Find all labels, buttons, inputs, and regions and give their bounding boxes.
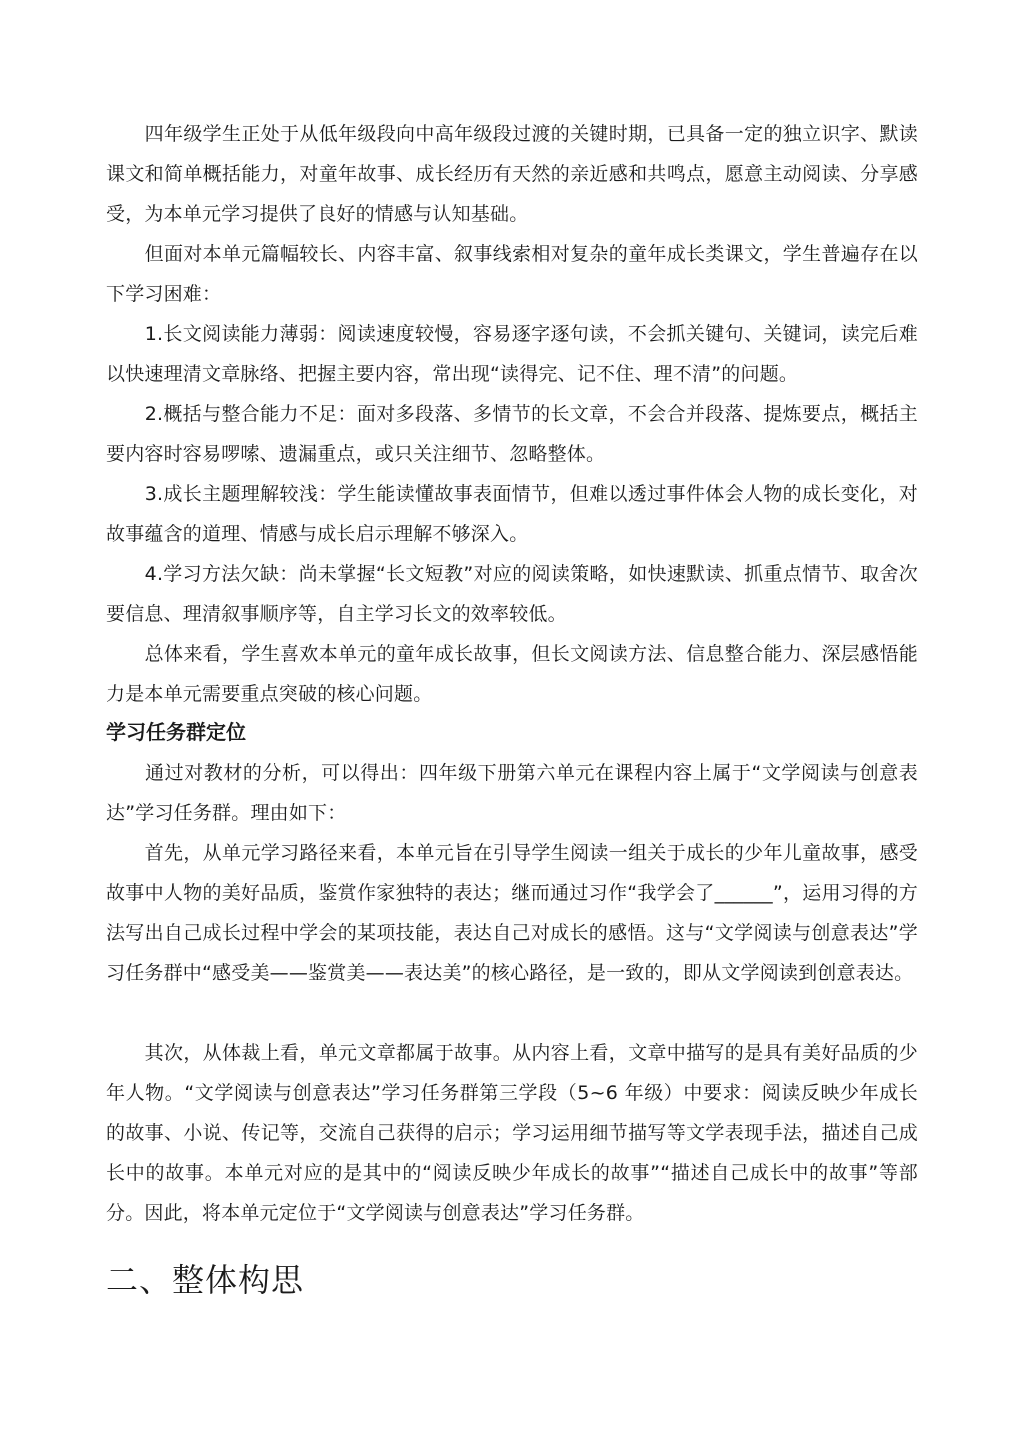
paragraph-task-group-first: 首先，从单元学习路径来看，本单元旨在引导学生阅读一组关于成长的少年儿童故事，感受故事中人物的美好品质，鉴赏作家独特的表达；继而通过习作“我学会了______”，运用习得的方法写出自己成长过程中学会的某项技能，表达自己对成长的感悟。这与“文学阅读与创意表达”学习任务群中“感受美——鉴赏美——表达美”的核心路径，是一致的，即从文学阅读到创意表达。 [106, 842, 918, 984]
paragraph-task-group-intro: 通过对教材的分析，可以得出：四年级下册第六单元在课程内容上属于“文学阅读与创意表达”学习任务群。理由如下： [106, 762, 918, 824]
paragraph-difficulties-intro: 但面对本单元篇幅较长、内容丰富、叙事线索相对复杂的童年成长类课文，学生普遍存在以下学习困难： [106, 243, 918, 305]
paragraph-summary: 总体来看，学生喜欢本单元的童年成长故事，但长文阅读方法、信息整合能力、深层感悟能力是本单元需要重点突破的核心问题。 [106, 643, 918, 705]
paragraph-difficulty-2: 2.概括与整合能力不足：面对多段落、多情节的长文章，不会合并段落、提炼要点，概括主要内容时容易啰嗦、遗漏重点，或只关注细节、忽略整体。 [106, 403, 918, 465]
paragraph-difficulty-1: 1.长文阅读能力薄弱：阅读速度较慢，容易逐字逐句读，不会抓关键句、关键词，读完后难以快速理清文章脉络、把握主要内容，常出现“读得完、记不住、理不清”的问题。 [106, 323, 918, 385]
chapter-heading: 二、整体构思 [106, 1261, 305, 1299]
paragraph-task-group-second: 其次，从体裁上看，单元文章都属于故事。从内容上看，文章中描写的是具有美好品质的少年人物。“文学阅读与创意表达”学习任务群第三学段（5~6 年级）中要求：阅读反映少年成长的故事、小说、传记等，交流自己获得的启示；学习运用细节描写等文学表现手法，描述自己成长中的故事。本单元对应的是其中的“阅读反映少年成长的故事”“描述自己成长中的故事”等部分。因此，将本单元定位于“文学阅读与创意表达”学习任务群。 [106, 1042, 918, 1224]
paragraph-intro: 四年级学生正处于从低年级段向中高年级段过渡的关键时期，已具备一定的独立识字、默读课文和简单概括能力，对童年故事、成长经历有天然的亲近感和共鸣点，愿意主动阅读、分享感受，为本单元学习提供了良好的情感与认知基础。 [106, 123, 918, 225]
paragraph-difficulty-3: 3.成长主题理解较浅：学生能读懂故事表面情节，但难以透过事件体会人物的成长变化，对故事蕴含的道理、情感与成长启示理解不够深入。 [106, 483, 918, 545]
section-heading: 学习任务群定位 [106, 720, 246, 744]
paragraph-difficulty-4: 4.学习方法欠缺：尚未掌握“长文短教”对应的阅读策略，如快速默读、抓重点情节、取舍次要信息、理清叙事顺序等，自主学习长文的效率较低。 [106, 563, 918, 625]
